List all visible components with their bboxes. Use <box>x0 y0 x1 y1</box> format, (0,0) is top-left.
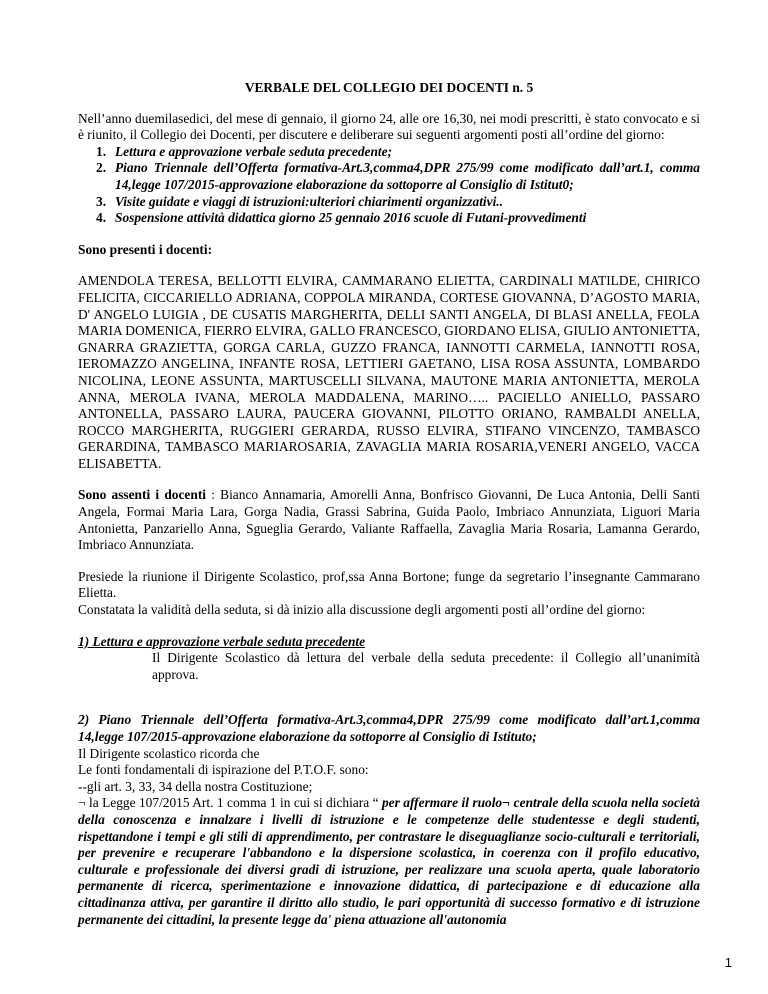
intro-paragraph: Nell’anno duemilasedici, del mese di gennaio, il giorno 24, alle ore 16,30, nei modi prescritti, è stato convocato e si è riunito, il Collegio dei Docenti, per discutere e deliberare sui seguenti argomenti posti all’ordine del giorno: <box>78 110 700 143</box>
present-heading: Sono presenti i docenti: <box>78 241 213 257</box>
absent-list: : Bianco Annamaria, Amorelli Anna, Bonfrisco Giovanni, De Luca Antonia, Delli Santi Angela, Formai Maria Lara, Gorga Nadia, Grassi Sabrina, Guida Paolo, Imbriaco Annunziata, Liguori Maria Antonietta, Panzariello Anna, Sgueglia Gerardo, Valiante Raffaella, Zavaglia Maria Rosaria, Lamanna Gerardo, Imbriaco Annunziata. <box>78 487 700 553</box>
section-2-law-paragraph: ¬ la Legge 107/2015 Art. 1 comma 1 in cui si dichiara “ per affermare il ruolo¬ centrale della scuola nella società della conoscenza e innalzare i livelli di istruzione e le competenze delle studentesse e degli studenti, rispettandone i tempi e gli stili di apprendimento, per contrastare le diseguaglianze socio-culturali e territoriali, per prevenire e recuperare l'abbandono e la dispersione scolastica, in coerenza con il profilo educativo, culturale e professionale dei diversi gradi di istruzione, per realizzare una scuola aperta, quale laboratorio permanente di ricerca, sperimentazione e innovazione didattica, di partecipazione e di educazione alla cittadinanza attiva, per garantire il diritto allo studio, le pari opportunità di successo formativo e di istruzione permanente dei cittadini, la presente legge da' piena attuazione all'autonomia <box>78 795 700 927</box>
absent-paragraph <box>78 487 700 553</box>
agenda-list <box>78 144 700 227</box>
section-2-line: Il Dirigente scolastico ricorda che <box>78 745 260 761</box>
document-body <box>78 80 700 928</box>
document-title: VERBALE DEL COLLEGIO DEI DOCENTI n. 5 <box>244 80 534 95</box>
section-2-line: Le fonti fondamentali di ispirazione del P.T.O.F. sono: <box>78 762 369 778</box>
agenda-item: 1. Lettura e approvazione verbale seduta precedente; <box>96 143 393 159</box>
law-quote: per affermare il ruolo¬ centrale della scuola nella società della conoscenza e innalzare i livelli di istruzione e le competenze delle studentesse e degli studenti, rispettandone i tempi e gli stili di apprendimento, per contrastare le diseguaglianze socio-culturali e territoriali, per prevenire e recuperare l'abbandono e la dispersione scolastica, in coerenza con il profilo educativo, culturale e professionale dei diversi gradi di istruzione, per realizzare una scuola aperta, quale laboratorio permanente di ricerca, sperimentazione e innovazione didattica, di partecipazione e di educazione alla cittadinanza attiva, per garantire il diritto allo studio, le pari opportunità di successo formativo e di istruzione permanente dei cittadini, la presente legge da' piena attuazione all'autonomia <box>78 795 700 927</box>
section-1-heading: 1) Lettura e approvazione verbale seduta precedente <box>78 633 366 649</box>
validity-paragraph: Constatata la validità della seduta, si dà inizio alla discussione degli argomenti posti all’ordine del giorno: <box>78 602 646 618</box>
presides-paragraph: Presiede la riunione il Dirigente Scolastico, prof,ssa Anna Bortone; funge da segretario l’insegnante Cammarano Elietta. <box>78 568 700 601</box>
present-list: AMENDOLA TERESA, BELLOTTI ELVIRA, CAMMARANO ELIETTA, CARDINALI MATILDE, CHIRICO FELICITA, CICCARIELLO ADRIANA, COPPOLA MIRANDA, CORTESE GIOVANNA, D’AGOSTO MARIA, D' ANGELO LUIGIA , DE CUSATIS MARGHERITA, DELLI SANTI ANGELA, DI BLASI ANELLA, FEOLA MARIA DOMENICA, FIERRO ELVIRA, GALLO FRANCESCO, GIORDANO ELISA, GIULIO ANTONIETTA, GNARRA GRAZIETTA, GORGA CARLA, GUZZO FRANCA, IANNOTTI CARMELA, IANNOTTI ROSA, IEROMAZZO ANGELINA, INFANTE ROSA, LETTIERI GAETANO, LISA ROSA ASSUNTA, LOMBARDO NICOLINA, LEONE ASSUNTA, MARTUSCELLI SILVANA, MAUTONE MARIA ANTONIETTA, MEROLA ANNA, MEROLA IVANA, MEROLA MADDALENA, MARINO….. PACIELLO ANIELLO, PASSARO ANTONELLA, PASSARO LAURA, PAUCERA GIOVANNI, PILOTTO ORIANO, RAMBALDI ANELLA, ROCCO MARGHERITA, RUGGIERI GERARDA, RUSSO ELVIRA, STIFANO VINCENZO, TAMBASCO GERARDINA, TAMBASCO MARIAROSARIA, ZAVAGLIA MARIA ROSARIA,VENERI ANGELO, VACCA ELISABETTA. <box>78 273 700 471</box>
agenda-item: 3. Visite guidate e viaggi di istruzioni:ulteriori chiarimenti organizzativi.. <box>96 193 504 209</box>
absent-heading: Sono assenti i docenti <box>78 487 206 503</box>
section-1-text: Il Dirigente Scolastico dà lettura del verbale della seduta precedente: il Collegio all’unanimità approva. <box>152 650 700 682</box>
page-number: 1 <box>724 955 732 970</box>
agenda-item: 4. Sospensione attività didattica giorno 25 gennaio 2016 scuole di Futani-provvedimenti <box>96 210 587 226</box>
section-2-heading: 2) Piano Triennale dell’Offerta formativa-Art.3,comma4,DPR 275/99 come modificato dall’art.1,comma 14,legge 107/2015-approvazione elaborazione da sottoporre al Consiglio di Istituto; <box>78 712 700 744</box>
agenda-item: 2. Piano Triennale dell’Offerta formativa-Art.3,comma4,DPR 275/99 come modificato dall’art.1, comma 14,legge 107/2015-approvazione elaborazione da sottoporre al Consiglio di Istitut0; <box>96 160 700 192</box>
section-2-line: --gli art. 3, 33, 34 della nostra Costituzione; <box>78 778 313 794</box>
